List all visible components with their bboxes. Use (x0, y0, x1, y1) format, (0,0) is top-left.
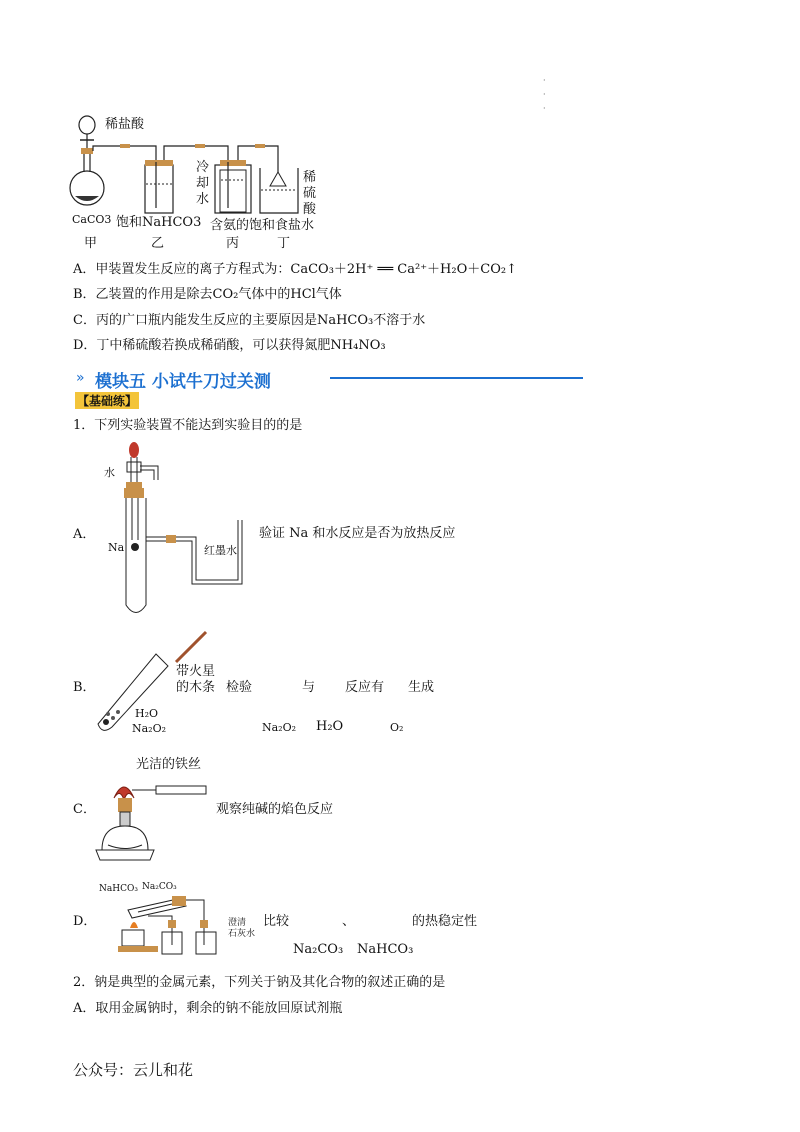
q1b-desc-4: 生成 (408, 680, 435, 695)
q1b-label-na2o2: Na₂O₂ (132, 722, 167, 735)
q1b-desc-3: 反应有 (345, 680, 385, 695)
prev-option-b: B．乙装置的作用是除去CO₂气体中的HCl气体 (73, 287, 342, 302)
q1b-letter: B． (73, 680, 96, 695)
q1a-label-red-ink: 红墨水 (204, 544, 237, 557)
q1d-desc-1: 比较 (263, 914, 290, 929)
label-bing: 丙 (226, 236, 240, 251)
q1c-apparatus-diagram (94, 770, 214, 870)
label-dilute-h2so4: 稀 硫 酸 (303, 170, 317, 217)
q1b-label-h2o: H₂O (135, 707, 159, 720)
q1c-description: 观察纯碱的焰色反应 (216, 802, 334, 817)
basic-practice-tag: 【基础练】 (77, 394, 138, 408)
label-caco3: CaCO3 (72, 213, 112, 226)
q1d-formula-nahco3: NaHCO₃ (357, 942, 414, 957)
q2-stem: 2．钠是典型的金属元素，下列关于钠及其化合物的叙述正确的是 (73, 975, 446, 990)
q1b-label-splint: 带火星 的木条 (176, 664, 216, 695)
prev-option-c: C．丙的广口瓶内能发生反应的主要原因是NaHCO₃不溶于水 (73, 313, 426, 328)
module-title: 模块五 小试牛刀过关测 (95, 372, 271, 392)
q1b-desc-2: 与 (302, 680, 316, 695)
label-cold-water: 冷 却 水 (196, 160, 210, 207)
q1d-formula-na2co3: Na₂CO₃ (293, 942, 344, 957)
label-ding: 丁 (277, 236, 291, 251)
q1d-letter: D． (73, 914, 97, 929)
label-dilute-hcl: 稀盐酸 (105, 117, 145, 132)
label-ammonia-brine: 含氨的饱和食盐水 (210, 218, 315, 233)
q1d-label-limewater: 澄清 石灰水 (228, 918, 256, 939)
q1a-apparatus-diagram (118, 440, 258, 620)
decor-dots: · · · (543, 76, 546, 113)
module-icon: » (76, 370, 85, 386)
module-rule (330, 377, 583, 379)
prev-option-d: D．丁中稀硫酸若换成稀硝酸，可以获得氮肥NH₄NO₃ (73, 338, 386, 353)
label-jia: 甲 (84, 236, 98, 251)
q1a-description: 验证 Na 和水反应是否为放热反应 (259, 526, 456, 541)
q1d-desc-3: 的热稳定性 (412, 914, 478, 929)
q1b-formula-na2o2: Na₂O₂ (262, 721, 297, 734)
prev-option-a: A．甲装置发生反应的离子方程式为：CaCO₃＋2H⁺ ══ Ca²⁺＋H₂O＋CO₂↑ (73, 262, 517, 277)
q1d-label-na2co3: Na₂CO₃ (142, 882, 177, 892)
q1a-label-na: Na (108, 541, 125, 554)
label-sat-nahco3: 饱和NaHCO3 (116, 215, 202, 230)
q1c-letter: C． (73, 802, 96, 817)
q2-option-a: A．取用金属钠时，剩余的钠不能放回原试剂瓶 (73, 1001, 343, 1016)
label-yi: 乙 (151, 236, 165, 251)
q1a-label-water: 水 (104, 466, 115, 479)
q1c-label-wire: 光洁的铁丝 (136, 757, 202, 772)
q1b-desc-1: 检验 (226, 680, 253, 695)
q1d-label-nahco3: NaHCO₃ (99, 884, 138, 894)
q1b-formula-h2o: H₂O (316, 719, 344, 734)
q1-stem: 1．下列实验装置不能达到实验目的的是 (73, 418, 303, 433)
q1a-letter: A． (73, 527, 96, 542)
q1b-formula-o2: O₂ (390, 721, 404, 734)
footer-account: 公众号：云儿和花 (73, 1061, 194, 1079)
q1d-desc-2: 、 (342, 914, 356, 929)
